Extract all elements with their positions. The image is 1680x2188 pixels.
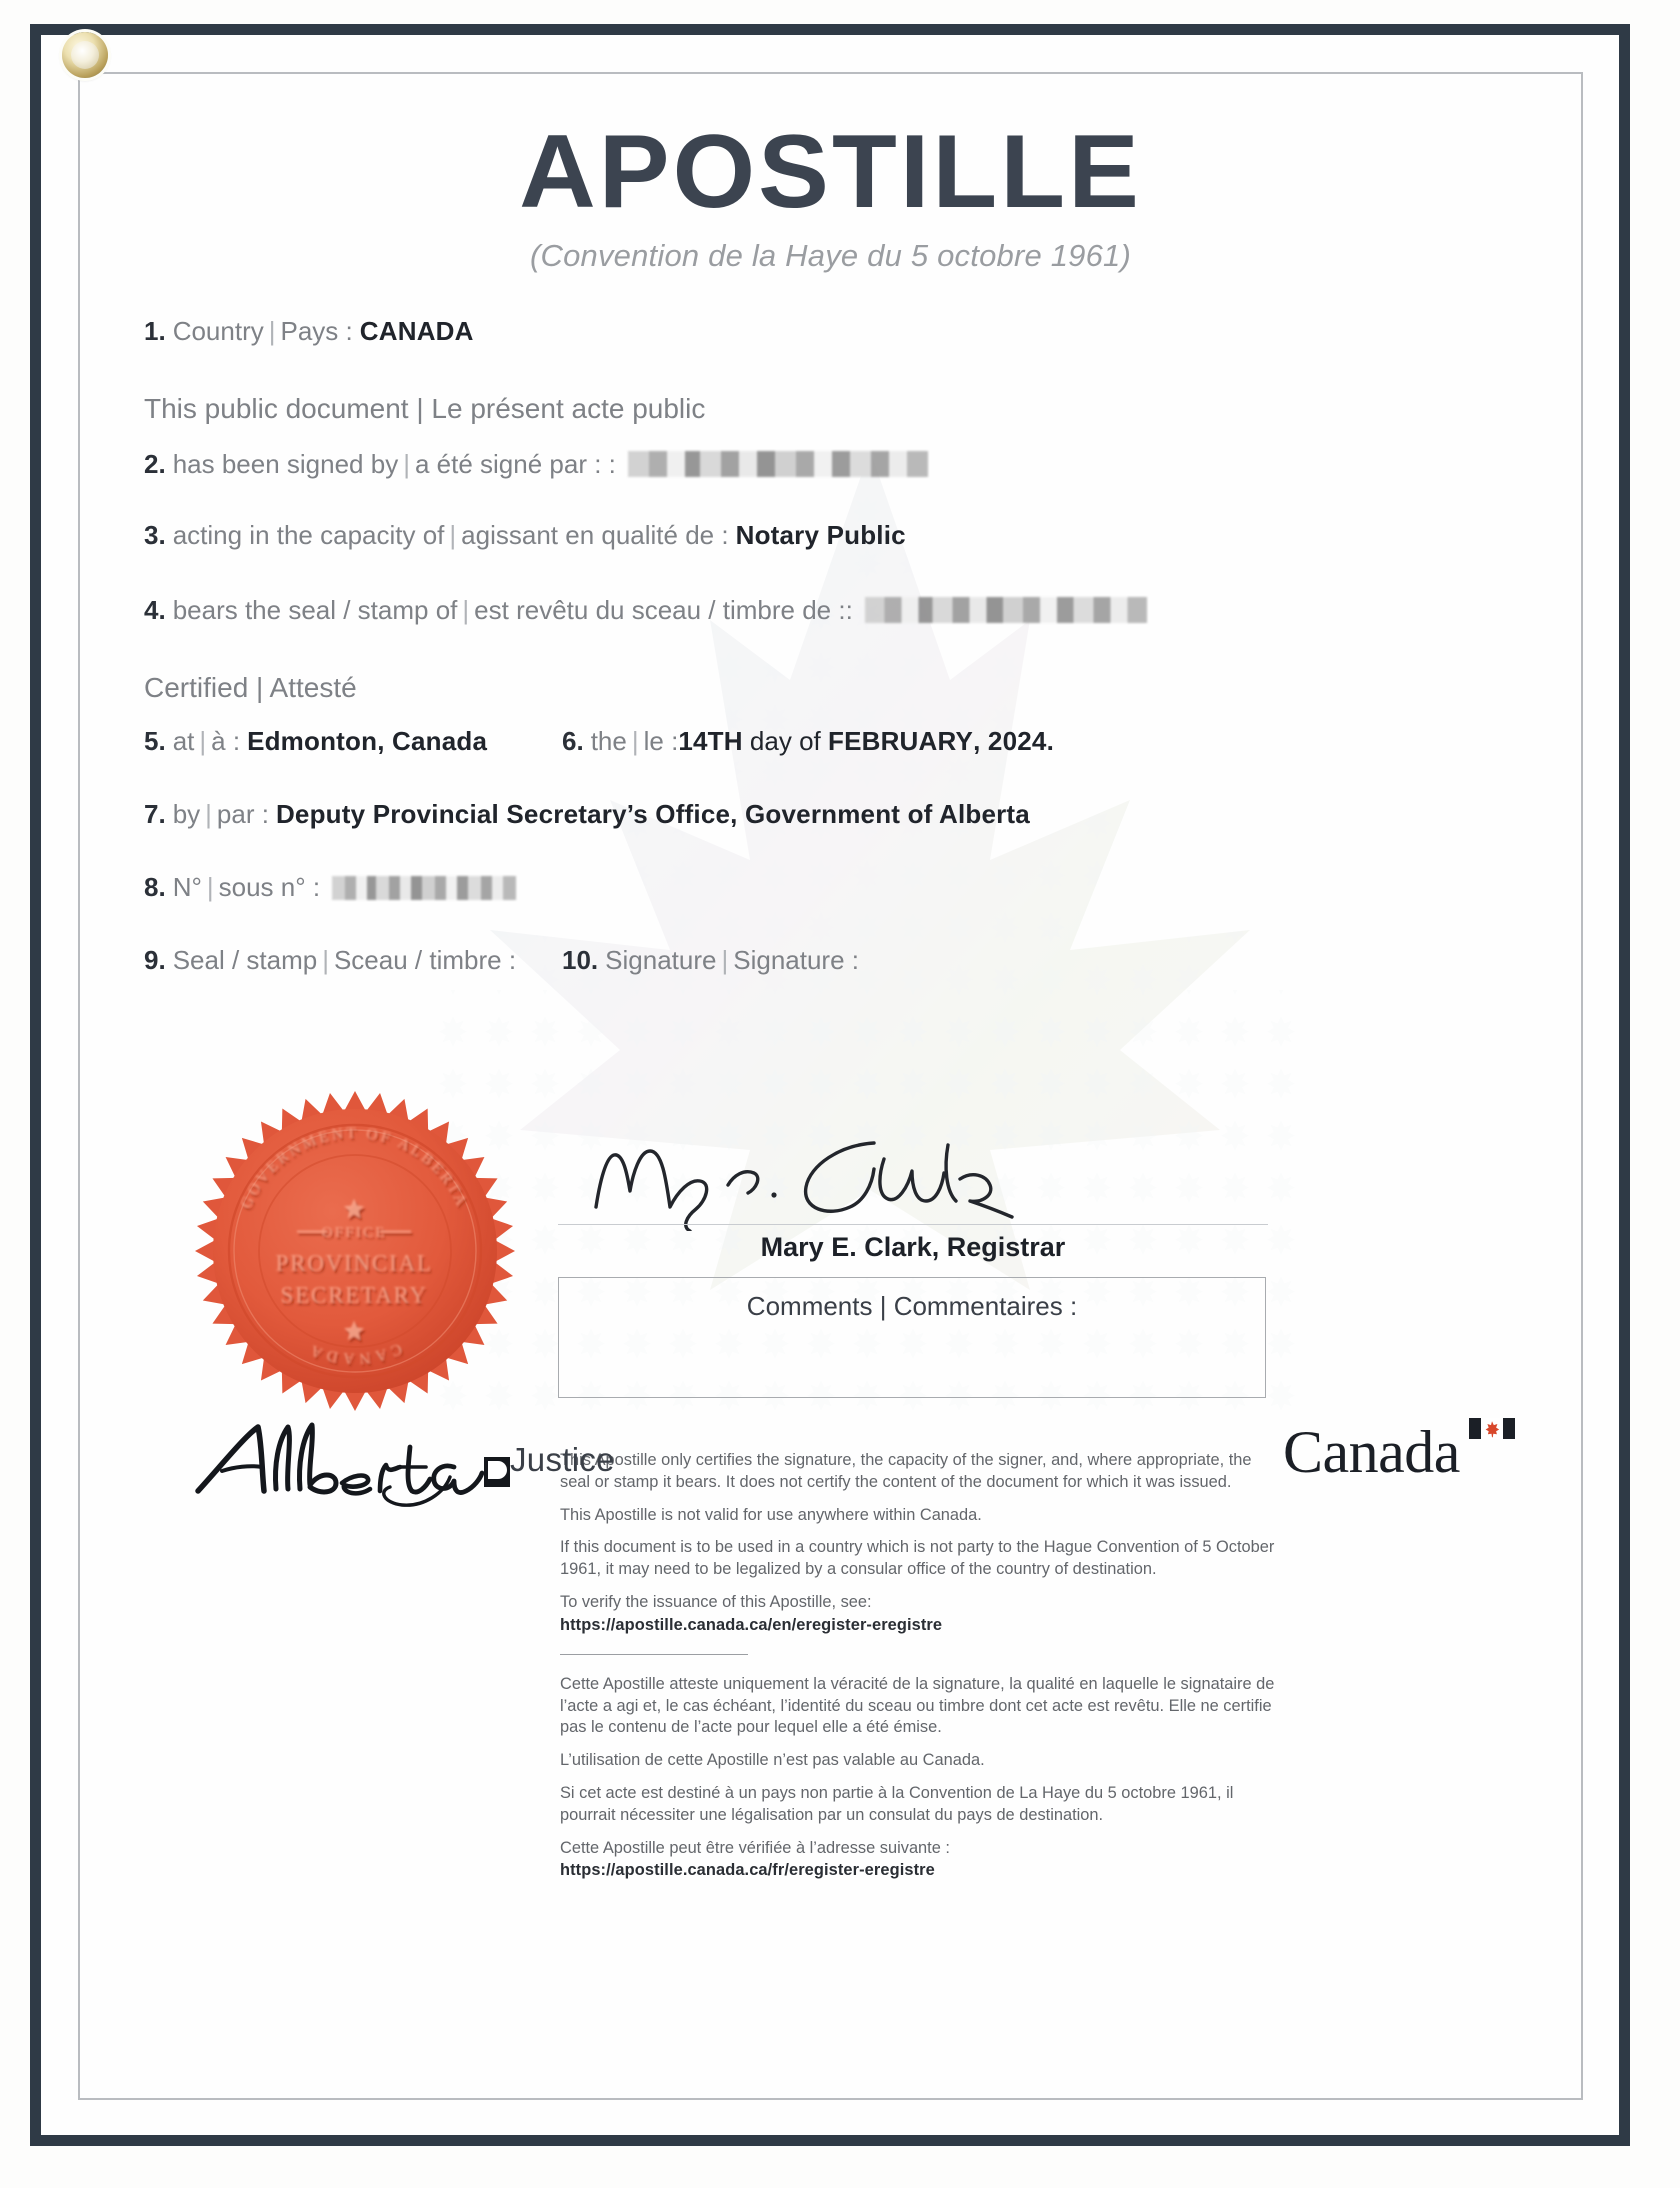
page-title: APOSTILLE [519, 114, 1142, 230]
field-colon: : [601, 449, 616, 479]
field-value-country: CANADA [359, 316, 474, 346]
field-label-en: Country [172, 316, 264, 346]
field-value-capacity: Notary Public [735, 520, 906, 550]
field-label-en: acting in the capacity of [172, 520, 445, 550]
field-colon: : [844, 945, 859, 975]
field-number: 7. [144, 799, 166, 829]
legal-fr-paragraph-4 [560, 1838, 1280, 1883]
field-label-fr: Sceau / timbre [333, 945, 502, 975]
field-label-fr: Pays [280, 316, 339, 346]
label-separator: | [403, 449, 410, 479]
field-number: 2. [144, 449, 166, 479]
field-colon: : [501, 945, 517, 975]
seal-arc-top: GOVERNMENT OF ALBERTA [238, 1125, 472, 1213]
seal-arc-bottom: CANADA [304, 1341, 406, 1369]
field-colon: : [663, 726, 679, 756]
label-separator: | [631, 726, 639, 756]
field-number: 4. [144, 595, 166, 625]
label-separator: | [206, 872, 214, 902]
label-separator: | [462, 595, 470, 625]
legal-divider [560, 1654, 748, 1655]
field-number: 6. [562, 726, 584, 756]
field-label-en: by [172, 799, 201, 829]
comments-box[interactable] [558, 1277, 1266, 1398]
field-number: 9. [144, 945, 166, 975]
field-value-day: 14TH [678, 726, 743, 756]
field-label-fr: a été signé par : [414, 449, 602, 479]
field-colon: : [845, 595, 853, 625]
canada-flag-icon [1469, 1418, 1515, 1439]
field-row-place-date [144, 726, 1543, 757]
field-colon: : [338, 316, 353, 346]
canada-wordmark [1283, 1420, 1543, 1500]
field-country [144, 316, 1543, 347]
eyelet-grommet-icon [62, 32, 108, 78]
redacted-seal-owner [865, 597, 1147, 623]
field-signature [562, 945, 859, 976]
label-separator: | [205, 799, 212, 829]
field-value-year: , 2024. [973, 726, 1054, 756]
label-separator: | [268, 316, 276, 346]
field-value-place: Edmonton, Canada [247, 726, 488, 756]
field-label-en: has been signed by [172, 449, 399, 479]
field-label-en: N° [172, 872, 202, 902]
field-capacity [144, 520, 1543, 551]
legal-fr-paragraph-1: Cette Apostille atteste uniquement la véracité de la signature, la qualité en laquelle le signataire de l’acte a agi et, le cas échéant, l’identité du sceau ou timbre dont cet acte est revêtu. Elle ne certifie pas le contenu de l’acte pour lequel elle a été émise. [560, 1674, 1275, 1737]
field-row-seal-signature [144, 945, 1543, 976]
field-label-en: Seal / stamp [172, 945, 318, 975]
field-seal-stamp [144, 945, 562, 976]
comments-label: Comments | Commentaires : [746, 1291, 1078, 1321]
field-label-fr: par [216, 799, 255, 829]
field-number: 8. [144, 872, 166, 902]
signature-line [558, 1224, 1268, 1225]
legal-fr-verify-text: Cette Apostille peut être vérifiée à l’adresse suivante : [560, 1838, 950, 1857]
signature-block [558, 1127, 1268, 1262]
field-number: 5. [144, 726, 166, 756]
legal-en-verify-text: To verify the issuance of this Apostille, see: [560, 1593, 872, 1612]
provincial-secretary-seal [190, 1086, 520, 1416]
handwritten-signature [578, 1121, 1138, 1231]
field-number: 3. [144, 520, 166, 550]
field-value-day-of: day of [742, 726, 828, 756]
field-label-en: the [590, 726, 627, 756]
alberta-script-logo [188, 1417, 518, 1507]
label-separator: | [449, 520, 457, 550]
label-separator: | [721, 945, 729, 975]
seal-line-3: SECRETARY [281, 1284, 429, 1309]
field-colon: : [254, 799, 269, 829]
field-value-month: FEBRUARY [827, 726, 974, 756]
field-label-fr: le [643, 726, 664, 756]
field-colon: : [305, 872, 321, 902]
label-separator: | [199, 726, 207, 756]
legal-en-paragraph-4 [560, 1592, 1280, 1637]
field-label-fr: à [211, 726, 226, 756]
field-certificate-number [144, 872, 1543, 903]
seal-line-2: PROVINCIAL [276, 1252, 434, 1277]
legal-fr-paragraph-2: L’utilisation de cette Apostille n’est pas valable au Canada. [560, 1751, 985, 1770]
field-label-fr: agissant en qualité de [461, 520, 715, 550]
legal-en-paragraph-1: This Apostille only certifies the signature, the capacity of the signer, and, where appropriate, the seal or stamp it bears. It does not certify the content of the document for which it was issued. [560, 1451, 1252, 1491]
registrar-name: Mary E. Clark, Registrar [760, 1232, 1066, 1262]
legal-notices [560, 1450, 1280, 1893]
field-seal-stamp-of [144, 593, 1543, 626]
field-colon: : [225, 726, 241, 756]
label-separator: | [322, 945, 329, 975]
alberta-flag-glyph [484, 1457, 510, 1487]
field-number: 10. [562, 945, 599, 975]
page-subtitle: (Convention de la Haye du 5 octobre 1961) [529, 238, 1132, 273]
field-place [144, 726, 562, 757]
redacted-certificate-number [332, 876, 516, 900]
section-header-certified: Certified | Attesté [144, 672, 357, 703]
field-value-issued-by: Deputy Provincial Secretary’s Office, Government of Alberta [275, 799, 1030, 829]
apostille-fields [78, 316, 1583, 976]
field-label-en: Signature [605, 945, 717, 975]
field-label-en: at [172, 726, 195, 756]
redacted-signer-name [628, 451, 928, 477]
field-issued-by [144, 799, 1543, 830]
section-header-public-document: This public document | Le présent acte public [144, 393, 706, 424]
legal-en-paragraph-3: If this document is to be used in a country which is not party to the Hague Convention of 5 October 1961, it may need to be legalized by a consular office of the country of destination. [560, 1538, 1275, 1579]
verify-url-fr[interactable]: https://apostille.canada.ca/fr/eregister-eregistre [560, 1861, 935, 1880]
alberta-department-label: Justice [510, 1441, 615, 1478]
legal-en-paragraph-2: This Apostille is not valid for use anywhere within Canada. [560, 1505, 982, 1524]
field-number: 1. [144, 316, 166, 346]
field-date [562, 726, 1054, 757]
alberta-justice-wordmark [188, 1417, 618, 1507]
seal-line-1: OFFICE [322, 1226, 388, 1242]
document-content [78, 72, 1583, 2100]
field-label-fr: est revêtu du sceau / timbre de : [474, 595, 846, 625]
field-colon: : [714, 520, 729, 550]
field-label-fr: Signature [733, 945, 845, 975]
field-signed-by [144, 447, 1543, 480]
legal-fr-paragraph-3: Si cet acte est destiné à un pays non partie à la Convention de La Haye du 5 octobre 1961, il pourrait nécessiter une légalisation par un consulat du pays de destination. [560, 1783, 1234, 1824]
field-label-fr: sous n° [218, 872, 306, 902]
canada-wordmark-text: Canada [1283, 1419, 1460, 1485]
field-label-en: bears the seal / stamp of [172, 595, 458, 625]
verify-url-en[interactable]: https://apostille.canada.ca/en/eregister-eregistre [560, 1615, 943, 1634]
